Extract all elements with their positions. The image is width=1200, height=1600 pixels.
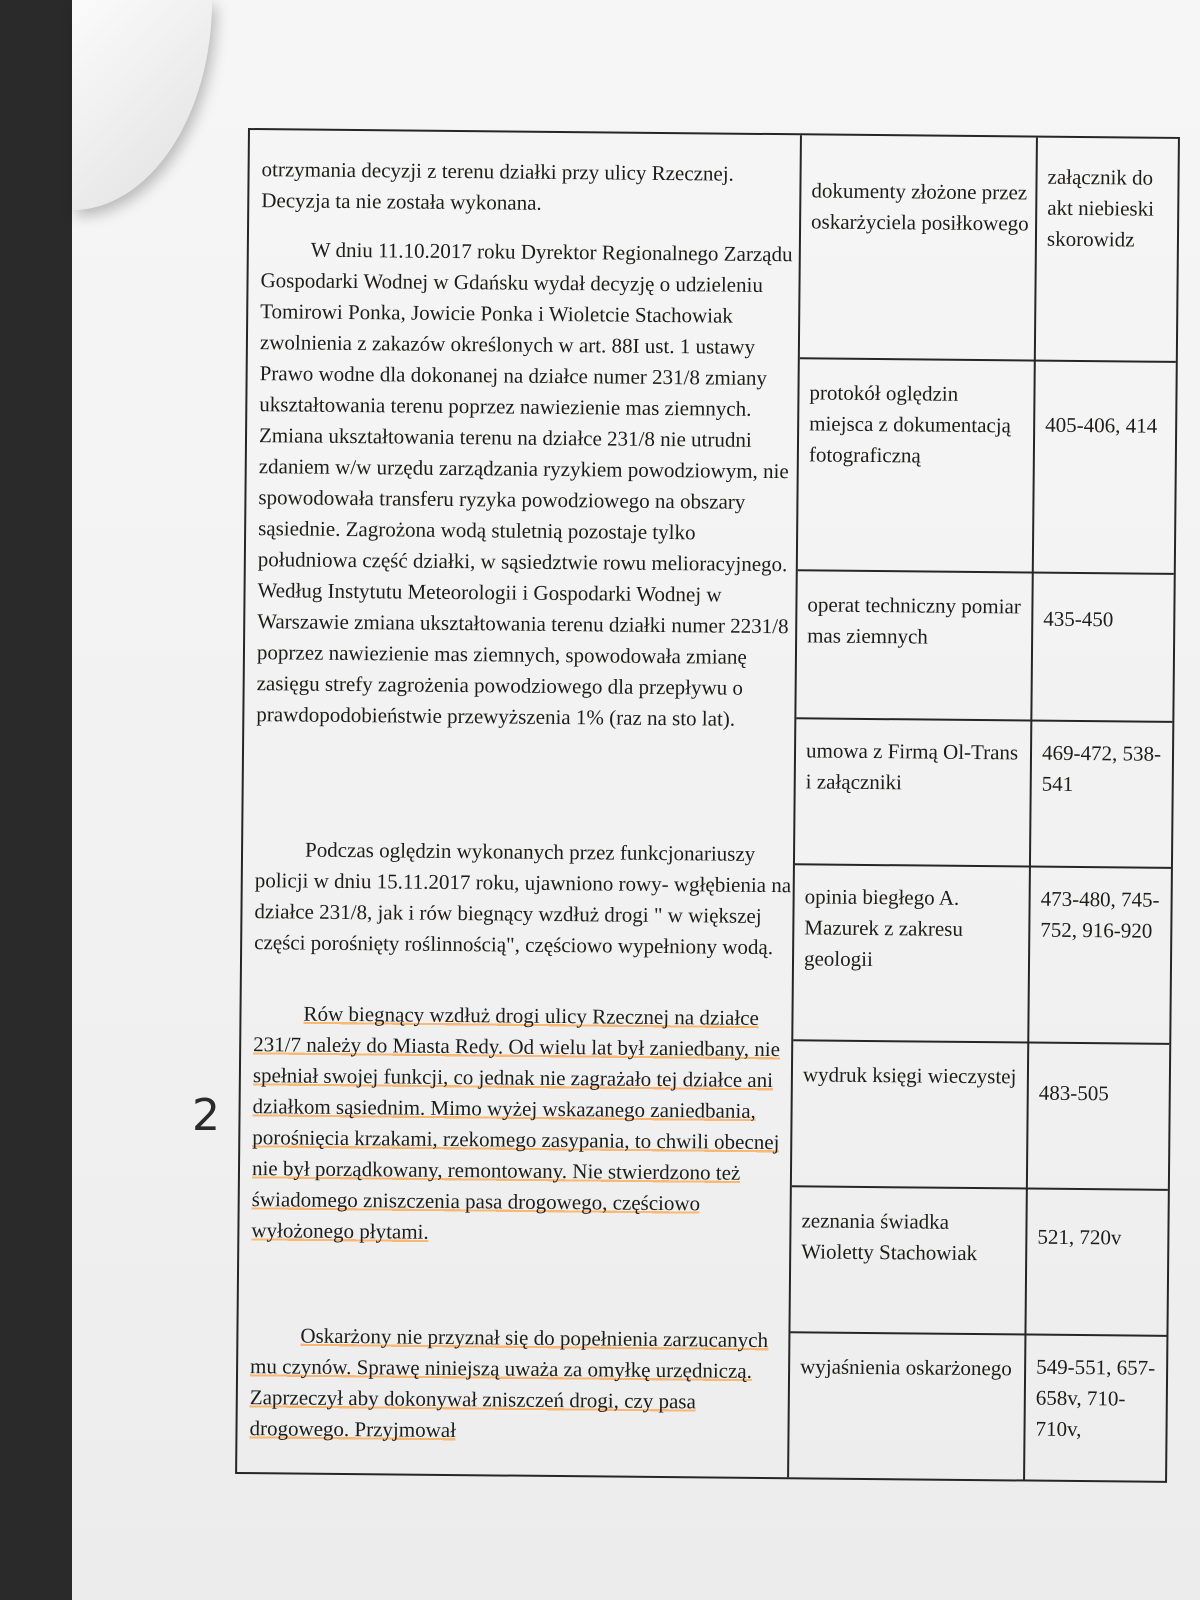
doc-cell-6: wydruk księgi wieczystej [802,1062,1017,1089]
doc-cell-5: opinia biegłego A. Mazurek z zakresu geologii [803,884,964,972]
documents-column [789,135,1038,1479]
ref-cell-3: 435-450 [1043,606,1114,632]
doc-cell-8: wyjaśnienia oskarżonego [800,1354,1012,1381]
paragraph-3: Podczas oględzin wykonanych przez funkcjonariuszy policji w dniu 15.11.2017 roku, ujawniono rowy- wgłębienia na działce 231/8, jak i rów biegnący wzdłuż drogi " w większej części porośnięty roślinnością", częściowo wypełniony wodą. [254,837,792,960]
ref-cell-7: 521, 720v [1037,1224,1122,1250]
narrative-column [237,130,802,1477]
ref-cell-4: 469-472, 538-541 [1041,740,1162,796]
ref-cell-2: 405-406, 414 [1045,412,1158,438]
paragraph-4-highlighted: Rów biegnący wzdłuż drogi ulicy Rzecznej na działce 231/7 należy do Miasta Redy. Od wielu lat był zaniedbany, nie spełniał swojej funkcji, co jednak nie zagrażało tej działce ani działkom sąsiednim. Mimo wyżej wskazanego zaniedbania, porośnięcia krzakami, rzekomego zasypania, to chwili obecnej nie był porządkowany, remontowany. Nie stwierdzono też świadomego zniszczenia pasa drogowego, częściowo wyłożonego płytami. [251,1001,781,1244]
doc-cell-1: dokumenty złożone przez oskarżyciela posiłkowego [811,178,1029,236]
ref-cell-1: załącznik do akt niebieski skorowidz [1046,164,1155,252]
doc-cell-3: operat techniczny pomiar mas ziemnych [807,592,1021,649]
doc-cell-7: zeznania świadka Wioletty Stachowiak [801,1208,978,1266]
doc-cell-2: protokół oględzin miejsca z dokumentacją fotograficzną [808,380,1012,468]
document-page [72,0,1200,1600]
paragraph-5-highlighted: Oskarżony nie przyznał się do popełnienia zarzucanych mu czynów. Sprawę niniejszą uważa za omyłkę urzędniczą. Zaprzeczył aby dokonywał zniszczeń drogi, czy pasa drogowego. Przyjmował [249,1323,769,1443]
ref-cell-6: 483-505 [1038,1080,1109,1106]
paragraph-2: W dniu 11.10.2017 roku Dyrektor Regionalnego Zarządu Gospodarki Wodnej w Gdańsku wydał decyzję o udzieleniu Tomirowi Ponka, Jowicie Ponka i Wioletcie Stachowiak zwolnienia z zakazów określonych w art. 88I ust. 1 ustawy Prawo wodne dla dokonanej na działce numer 231/8 zmiany ukształtowania terenu poprzez nawiezienie mas ziemnych. Zmiana ukształtowania terenu na działce 231/8 nie utrudni zdaniem w/w urzędu zarządzania ryzykiem powodziowym, nie spowodowała transferu ryzyka powodziowego na obszary sąsiednie. Zagrożona wodą stuletnią pozostaje tylko południowa część działki, w sąsiedztwie rowu melioracyjnego. Według Instytutu Meteorologii i Gospodarki Wodnej w Warszawie zmiana ukształtowania terenu działki numer 2231/8 poprzez nawiezienie mas ziemnych, spowodowała zmianę zasięgu strefy zagrożenia powodziowego dla przepływu o prawdopodobieństwie przewyższenia 1% (raz na sto lat). [256,237,793,731]
handwritten-page-number: 2 [192,1090,220,1141]
page-curl [72,0,212,210]
doc-cell-4: umowa z Firmą Ol-Trans i załączniki [805,738,1019,795]
evidence-table [235,128,1180,1483]
paragraph-1: otrzymania decyzji z terenu działki przy ulicy Rzecznej. Decyzja ta nie została wykonana. [261,157,734,215]
reference-column [1025,138,1176,1481]
ref-cell-5: 473-480, 745-752, 916-920 [1040,886,1160,943]
ref-cell-8: 549-551, 657-658v, 710-710v, [1035,1354,1156,1442]
